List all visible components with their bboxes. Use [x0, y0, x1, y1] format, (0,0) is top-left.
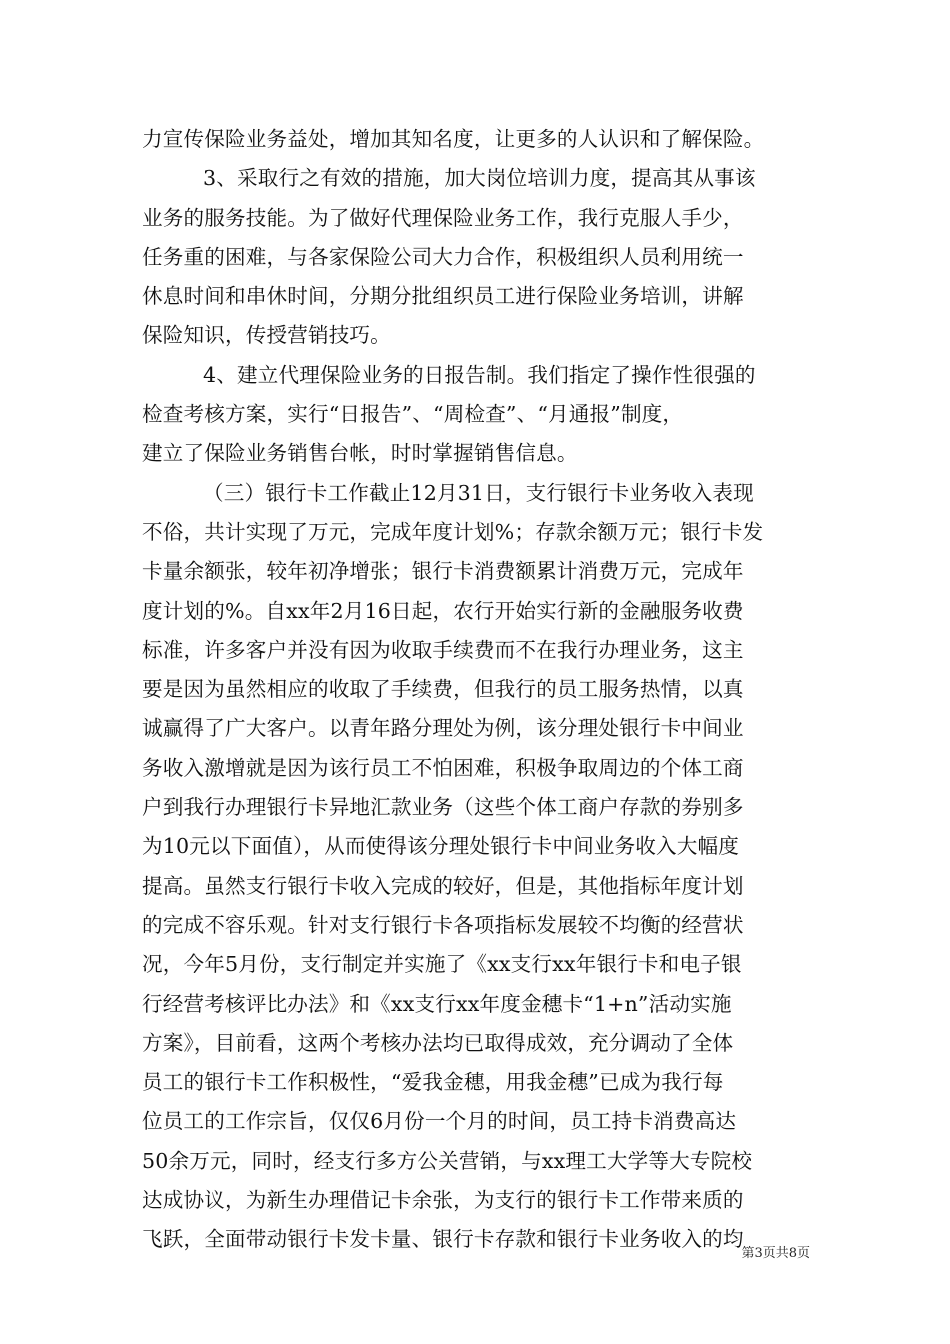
text-line: 为10元以下面值），从而使得该分理处银行卡中间业务收入大幅度: [142, 834, 740, 859]
text-line: 任务重的困难，与各家保险公司大力合作，积极组织人员利用统一: [142, 244, 744, 269]
text-line: 行经营考核评比办法》和《xx支行xx年度金穗卡“1+n”活动实施: [142, 991, 732, 1016]
text-line: 力宣传保险业务益处，增加其知名度，让更多的人认识和了解保险。: [142, 127, 765, 151]
text-line: 务收入激增就是因为该行员工不怕困难，积极争取周边的个体工商: [142, 755, 744, 780]
text-line: 卡量余额张，较年初净增张；银行卡消费额累计消费万元，完成年: [142, 559, 744, 584]
text-line: 提高。虽然支行银行卡收入完成的较好，但是，其他指标年度计划: [142, 873, 744, 898]
body-text: [142, 120, 810, 1260]
text-line: 飞跃，全面带动银行卡发卡量、银行卡存款和银行卡业务收入的均: [142, 1227, 744, 1252]
text-line: 方案》，目前看，这两个考核办法均已取得成效，充分调动了全体: [142, 1030, 734, 1055]
text-line: 要是因为虽然相应的收取了手续费，但我行的员工服务热情，以真: [142, 677, 744, 702]
text-line: 不俗，共计实现了万元，完成年度计划%；存款余额万元；银行卡发: [142, 519, 764, 544]
text-line: 达成协议，为新生办理借记卡余张，为支行的银行卡工作带来质的: [142, 1188, 744, 1213]
text-line: 建立了保险业务销售台帐，时时掌握销售信息。: [142, 441, 578, 466]
text-line: 诚赢得了广大客户。以青年路分理处为例，该分理处银行卡中间业: [142, 716, 744, 741]
text-line: 3、采取行之有效的措施，加大岗位培训力度，提高其从事该: [203, 166, 756, 191]
text-line: 保险知识，传授营销技巧。: [142, 323, 391, 348]
text-line: 业务的服务技能。为了做好代理保险业务工作，我行克服人手少，: [142, 205, 744, 230]
text-line: 休息时间和串休时间，分期分批组织员工进行保险业务培训，讲解: [142, 284, 744, 309]
text-line: 50余万元，同时，经支行多方公关营销，与xx理工大学等大专院校: [142, 1148, 753, 1173]
text-line: 4、建立代理保险业务的日报告制。我们指定了操作性很强的: [203, 362, 756, 387]
page-number-footer: 第3页共8页: [741, 1246, 810, 1261]
text-line: （三）银行卡工作截止12月31日，支行银行卡业务收入表现: [203, 480, 754, 505]
text-line: 户到我行办理银行卡异地汇款业务（这些个体工商户存款的券别多: [142, 795, 744, 820]
text-line: 检查考核方案，实行“日报告”、“周检查”、“月通报”制度，: [142, 402, 684, 427]
text-line: 员工的银行卡工作积极性，“爱我金穗，用我金穗”已成为我行每: [142, 1070, 724, 1095]
text-line: 况，今年5月份，支行制定并实施了《xx支行xx年银行卡和电子银: [142, 952, 742, 977]
text-line: 标准，许多客户并没有因为收取手续费而不在我行办理业务，这主: [142, 637, 744, 662]
text-line: 位员工的工作宗旨，仅仅6月份一个月的时间，员工持卡消费高达: [142, 1109, 737, 1134]
text-line: 度计划的%。自xx年2月16日起，农行开始实行新的金融服务收费: [142, 598, 744, 623]
text-line: 的完成不容乐观。针对支行银行卡各项指标发展较不均衡的经营状: [142, 912, 744, 937]
